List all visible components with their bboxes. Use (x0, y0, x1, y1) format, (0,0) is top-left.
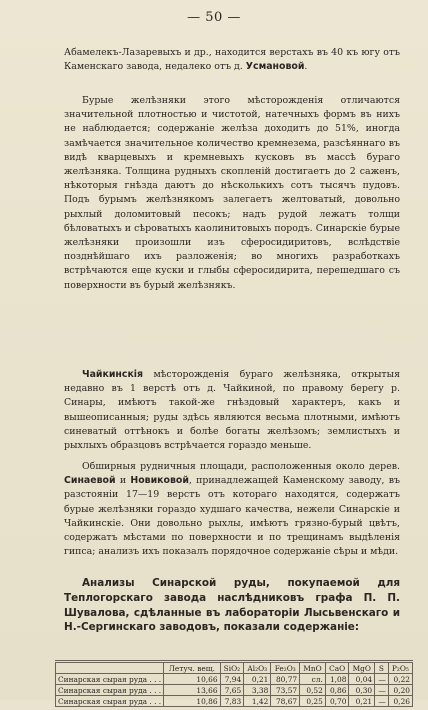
analysis-heading-text: Анализы Синарской руды, покупаемой для Теплогорскаго завода наслѣдниковъ графа П. П. Шувалова, сдѣланные въ лабораторіи Лысьвенскаго и Н.-Сергинскаго заводовъ, показали содержаніе: (64, 577, 400, 634)
table-cell: 1,08 (325, 674, 349, 685)
table-cell: 0,86 (325, 685, 349, 696)
table-cell: 73,57 (271, 685, 300, 696)
table-cell: 0,52 (300, 685, 326, 696)
table-cell: Синарская сырая руда . . . (56, 674, 164, 685)
paragraph-4 (64, 460, 400, 559)
para4-bold-2: Новиковой (130, 475, 189, 487)
table-cell: 10,66 (164, 674, 220, 685)
table-cell: 0,70 (325, 696, 349, 707)
para1-text: Абамелекъ-Лазаревыхъ и др., находится верстахъ въ 40 къ югу отъ Каменскаго завода, недалеко отъ д. (64, 47, 400, 73)
analysis-table-wrap (55, 660, 413, 710)
para3-text: мѣсторожденія бураго желѣзняка, открытыя недавно въ 1 верстѣ отъ д. Чайкиной, по правому берегу р. Синары, имѣютъ такой-же гнѣздовый характеръ, какъ и вышеописанныя; руды здѣсь являются весьма плотными, имѣютъ синеватый оттѣнокъ и болѣе богаты желѣзомъ; землистыхъ и рыхлыхъ образцовъ встрѣчается гораздо меньше. (64, 369, 400, 452)
table-cell: 0,26 (388, 696, 412, 707)
table-cell: Синарская сырая руда . . . (56, 696, 164, 707)
table-header: S (375, 662, 389, 674)
table-header: CaO (325, 662, 349, 674)
table-cell: 0,21 (349, 696, 375, 707)
table-cell: 10,86 (164, 696, 220, 707)
table-header (56, 662, 164, 674)
table-cell: 80,77 (271, 674, 300, 685)
para1-bold: Усмановой (245, 61, 305, 73)
table-cell: 0,30 (349, 685, 375, 696)
table-cell: 0,25 (300, 696, 326, 707)
table-header: Fe₂O₃ (271, 662, 300, 674)
table-row (56, 674, 413, 685)
paragraph-2 (64, 94, 400, 293)
table-cell: 7,94 (220, 674, 244, 685)
table-cell: — (375, 696, 389, 707)
para4-text-2: и (115, 475, 131, 487)
page-number: — 50 — (187, 10, 241, 25)
paragraph-3 (64, 368, 400, 453)
paragraph-1 (64, 46, 400, 74)
table-header: Летуч. вещ. (164, 662, 220, 674)
table-cell: — (375, 685, 389, 696)
table-cell: 13,66 (164, 685, 220, 696)
table-header: SiO₂ (220, 662, 244, 674)
table-cell: 7,65 (220, 685, 244, 696)
table-cell: 0,22 (388, 674, 412, 685)
para3-bold: Чайкинскія (82, 369, 144, 380)
para4-text-1: Обширныя рудничныя площади, расположенныя около дерев. (82, 461, 400, 472)
table-cell: 0,04 (349, 674, 375, 685)
para2-text: Бурые желѣзняки этого мѣсторожденія отличаются значительной плотностью и чистотой, натечныхъ формъ въ нихъ не наблюдается; содержаніе желѣза доходитъ до 51%, иногда замѣчается значительное количество кремнезема, разсѣяннаго въ видѣ кварцевыхъ и кремневыхъ кусковъ въ массѣ бураго желѣзняка. Толщина рудныхъ скопленій достигаетъ до 2 саженъ, нѣкоторыя гнѣзда даютъ до нѣсколькихъ сотъ тысячъ пудовъ. Подъ бурымъ желѣзнякомъ залегаетъ желтоватый, довольно рыхлый доломитовый песокъ; надъ рудой лежатъ толщи бѣловатыхъ и сѣроватыхъ каолинитовыхъ породъ. Синарскіе бурые желѣзняки произошли изъ сферосидиритовъ, вслѣдствіе позднѣйшаго ихъ разложенія; во многихъ разработкахъ встрѣчаются еще куски и глыбы сферосидирита, перешедшаго съ поверхности въ бурый желѣзнякъ. (64, 95, 400, 291)
para4-text-3: , принадлежащей Каменскому заводу, въ разстояніи 17—19 верстъ отъ котораго находятся, содержатъ бурые желѣзняки гораздо худшаго качества, нежели Синарскіе и Чайкинскіе. Они довольно рыхлы, имѣютъ грязно-бурый цвѣтъ, содержатъ мѣстами по поверхности и по трещинамъ выдѣленія гипса; анализъ ихъ показалъ порядочное содержаніе сѣры и мѣди. (64, 475, 400, 558)
table-cell: — (375, 674, 389, 685)
table-header: MgO (349, 662, 375, 674)
table-cell: 1,42 (244, 696, 271, 707)
table-cell: сл. (300, 674, 326, 685)
table-header: P₂O₅ (388, 662, 412, 674)
table-row (56, 696, 413, 707)
table-cell: 78,67 (271, 696, 300, 707)
table-header-row (56, 662, 413, 674)
table-header: Al₂O₃ (244, 662, 271, 674)
table-cell: 0,21 (244, 674, 271, 685)
table-header: MnO (300, 662, 326, 674)
para1-end: . (304, 61, 308, 73)
table-row (56, 685, 413, 696)
table-cell: 3,38 (244, 685, 271, 696)
table-cell: Синарская сырая руда . . . (56, 685, 164, 696)
table-cell: 7,83 (220, 696, 244, 707)
table-cell: 0,20 (388, 685, 412, 696)
para4-bold-1: Синаевой (64, 475, 116, 487)
analysis-heading (64, 576, 400, 635)
